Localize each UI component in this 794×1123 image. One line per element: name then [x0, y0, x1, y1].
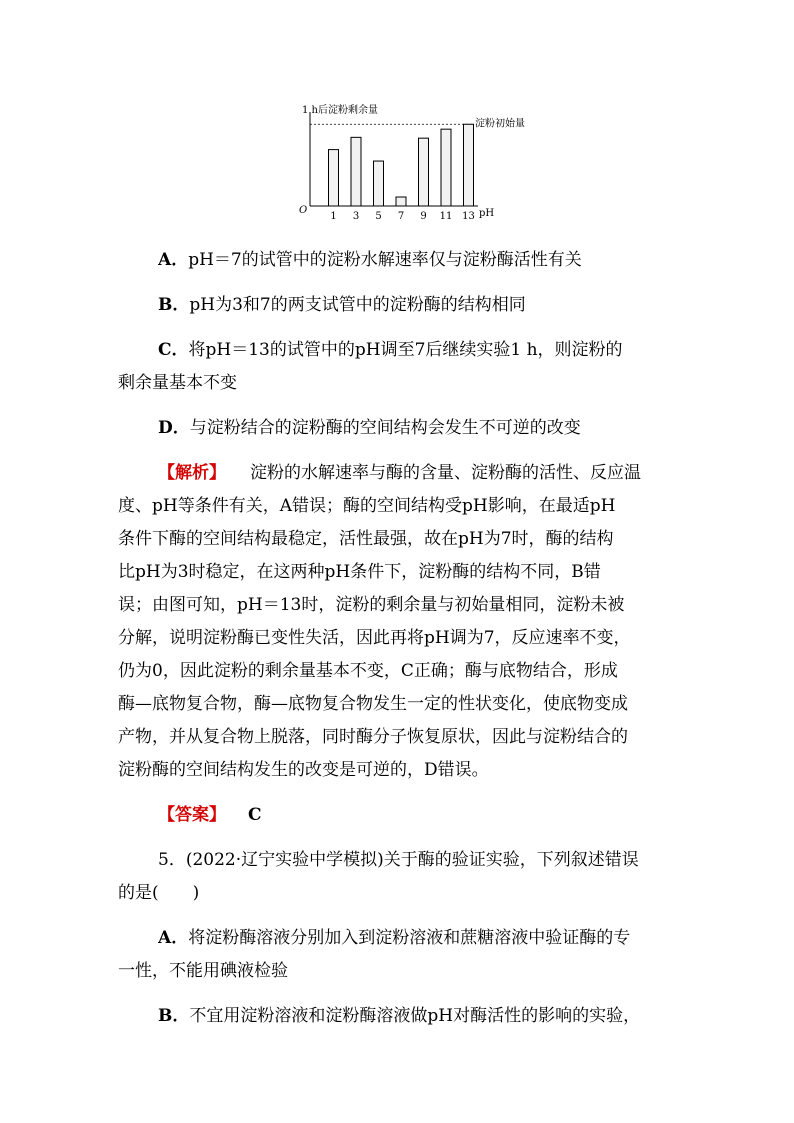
option-text: 与淀粉结合的淀粉酶的空间结构会发生不可逆的改变 [189, 418, 581, 438]
option-text: pH＝7的试管中的淀粉水解速率仅与淀粉酶活性有关 [188, 250, 582, 270]
question-5-stem-line2: 的是( ) [118, 883, 200, 903]
option-b [158, 289, 724, 322]
answer-line [158, 799, 724, 832]
x-tick-label: 13 [462, 211, 475, 222]
bar-chart [290, 98, 540, 226]
bar [329, 150, 339, 206]
option-d [158, 412, 724, 445]
answer-value: C [248, 805, 262, 825]
analysis-line: 比pH为3时稳定，在这两种pH条件下，淀粉酶的结构不同，B错 [118, 562, 601, 582]
option-text: pH为3和7的两支试管中的淀粉酶的结构相同 [189, 295, 526, 315]
analysis-line: 度、pH等条件有关，A错误；酶的空间结构受pH影响，在最适pH [118, 496, 616, 516]
analysis-line: 产物，并从复合物上脱落，同时酶分子恢复原状，因此与淀粉结合的 [118, 727, 628, 747]
analysis-line: 酶—底物复合物，酶—底物复合物发生一定的性状变化，使底物变成 [118, 694, 628, 714]
bar [351, 137, 361, 206]
x-tick-label: 1 [330, 211, 337, 222]
x-tick-label: 11 [439, 211, 453, 222]
bar [441, 129, 451, 206]
analysis-text: 淀粉的水解速率与酶的含量、淀粉酶的活性、反应温 [250, 463, 641, 483]
option-c-line2: 剩余量基本不变 [118, 373, 237, 393]
option-letter: A． [158, 250, 189, 270]
option-letter: C． [158, 340, 189, 360]
x-tick-label: 7 [397, 211, 405, 222]
analysis-line: 淀粉酶的空间结构发生的改变是可逆的，D错误。 [118, 760, 489, 780]
origin-label: O [299, 205, 308, 216]
option-c [158, 334, 724, 367]
bar [419, 138, 429, 206]
q5-option-a [158, 922, 724, 955]
bar [464, 124, 474, 206]
option-letter: B． [158, 295, 190, 315]
option-text-line: 不宜用淀粉溶液和淀粉酶溶液做pH对酶活性的影响的实验， [189, 1006, 641, 1026]
analysis-line-1 [158, 457, 724, 490]
analysis-line: 条件下酶的空间结构最稳定，活性最强，故在pH为7时，酶的结构 [118, 529, 614, 549]
bar [396, 197, 406, 206]
x-axis-label: pH [479, 208, 495, 219]
analysis-line: 误；由图可知，pH＝13时，淀粉的剩余量与初始量相同，淀粉未被 [118, 595, 625, 615]
option-text-line: 将pH＝13的试管中的pH调至7后继续实验1 h，则淀粉的 [188, 340, 623, 360]
bar [374, 161, 384, 206]
q5-option-a-line2: 一性，不能用碘液检验 [118, 961, 288, 981]
analysis-line: 分解，说明淀粉酶已变性失活，因此再将pH调为7，反应速率不变， [118, 628, 631, 648]
answer-tag: 【答案】 [158, 805, 226, 825]
option-letter: A． [158, 928, 189, 948]
q5-option-b [158, 1000, 724, 1033]
question-5-stem: 5．(2022·辽宁实验中学模拟)关于酶的验证实验，下列叙述错误 [158, 850, 639, 870]
reference-line-label: 淀粉初始量 [475, 118, 525, 130]
analysis-tag: 【解析】 [158, 463, 226, 483]
analysis-line: 仍为0，因此淀粉的剩余量基本不变，C正确；酶与底物结合，形成 [118, 661, 618, 681]
x-tick-label: 5 [375, 211, 382, 222]
x-tick-label: 3 [352, 211, 360, 222]
x-tick-label: 9 [420, 211, 427, 222]
option-a [158, 244, 724, 277]
chart-svg [290, 98, 540, 226]
y-axis-label: 1 h后淀粉剩余量 [302, 105, 378, 116]
option-letter: B． [158, 1006, 190, 1026]
option-letter: D． [158, 418, 190, 438]
option-text-line: 将淀粉酶溶液分别加入到淀粉溶液和蔗糖溶液中验证酶的专 [188, 928, 631, 948]
